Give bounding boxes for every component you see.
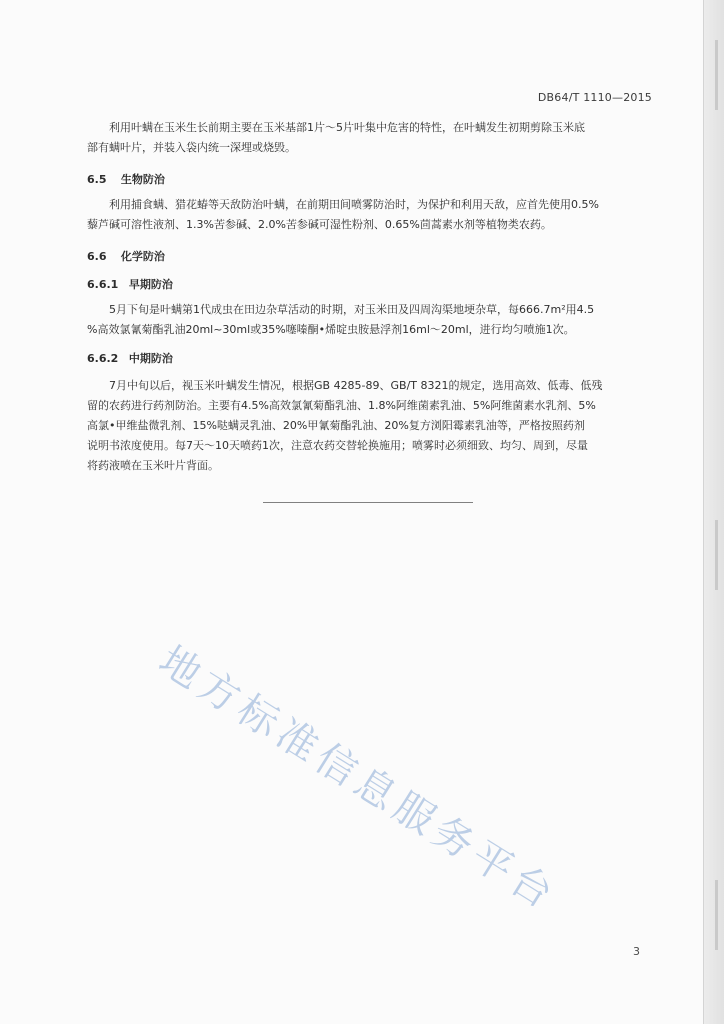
- section-title: 生物防治: [120, 173, 165, 186]
- section-heading-6-6-2: [87, 350, 173, 366]
- paragraph-line: 说明书浓度使用。每7天～10天喷药1次，注意农药交替轮换施用；喷雾时必须细致、均匀、周到，尽量: [87, 439, 588, 452]
- page-number: 3: [633, 945, 640, 958]
- section-number: 6.6.1: [87, 278, 119, 291]
- section-title: 中期防治: [128, 352, 173, 365]
- section-number: 6.5: [87, 173, 107, 186]
- early-control-paragraph: [87, 300, 652, 340]
- standard-number: DB64/T 1110—2015: [537, 91, 652, 104]
- section-number: 6.6.2: [87, 352, 119, 365]
- paragraph-line: 部有螨叶片，并装入袋内统一深埋或烧毁。: [87, 141, 296, 154]
- section-title: 早期防治: [128, 278, 173, 291]
- paragraph-line: 5月下旬是叶螨第1代成虫在田边杂草活动的时期，对玉米田及四周沟渠地埂杂草，每666.7m²用4.5: [109, 303, 595, 316]
- watermark-text: 地方标准信息服务平台: [150, 637, 566, 921]
- section-number: 6.6: [87, 250, 107, 263]
- section-heading-6-6: [87, 248, 165, 264]
- end-rule: [263, 502, 473, 503]
- paragraph-line: 藜芦碱可溶性液剂、1.3%苦参碱、2.0%苦参碱可湿性粉剂、0.65%茴蒿素水剂等植物类农药。: [87, 218, 552, 231]
- mid-control-paragraph: [87, 376, 652, 476]
- paragraph-line: 高氯•甲维盐微乳剂、15%哒螨灵乳油、20%甲氰菊酯乳油、20%复方浏阳霉素乳油等，严格按照药剂: [87, 419, 585, 432]
- paragraph-line: 7月中旬以后，视玉米叶螨发生情况，根据GB 4285-89、GB/T 8321的规定，选用高效、低毒、低残: [109, 379, 603, 392]
- paragraph-line: 将药液喷在玉米叶片背面。: [87, 459, 219, 472]
- intro-paragraph: [87, 118, 652, 158]
- section-heading-6-5: [87, 171, 165, 187]
- paragraph-line: 留的农药进行药剂防治。主要有4.5%高效氯氰菊酯乳油、1.8%阿维菌素乳油、5%阿维菌素水乳剂、5%: [87, 399, 596, 412]
- section-heading-6-6-1: [87, 276, 173, 292]
- scan-edge-mark: [715, 40, 718, 110]
- paragraph-line: 利用捕食螨、猎花蝽等天敌防治叶螨，在前期田间喷雾防治时，为保护和利用天敌，应首先使用0.5%: [109, 198, 599, 211]
- section-title: 化学防治: [120, 250, 165, 263]
- paragraph-line: 利用叶螨在玉米生长前期主要在玉米基部1片～5片叶集中危害的特性，在叶螨发生初期剪除玉米底: [109, 121, 585, 134]
- biological-control-paragraph: [87, 195, 652, 235]
- scan-edge-border: [703, 0, 724, 1024]
- scan-edge-mark: [715, 880, 718, 950]
- scan-edge-mark: [715, 520, 718, 590]
- paragraph-line: %高效氯氰菊酯乳油20ml~30ml或35%噻嗪酮•烯啶虫胺悬浮剂16ml～20ml，进行均匀喷施1次。: [87, 323, 575, 336]
